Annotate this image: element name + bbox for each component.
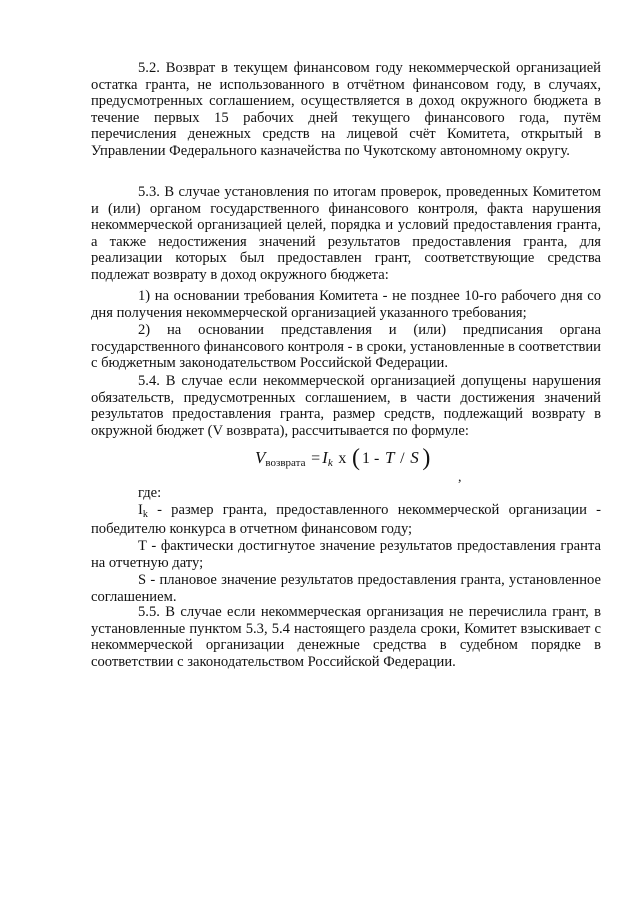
section-5-2: 5.2. Возврат в текущем финансовом году некоммерческой организацией остатка гранта, не использованного в отчётном финансовом году, в случаях, предусмотренных соглашением, осуществляется в доход окружного бюджета в течение первых 15 рабочих дней текущего финансового года, путём перечисления денежных средств на лицевой счёт Комитета, открытый в Управлении Федерального казначейства по Чукотскому автономному округу.: [91, 60, 601, 159]
formula-equals: =: [311, 450, 321, 467]
formula-v: V: [255, 448, 266, 467]
formula-comma: ,: [458, 470, 462, 485]
formula-t: T: [385, 448, 395, 467]
definition-s: S - плановое значение результатов предоставления гранта, установленное соглашением.: [91, 572, 601, 605]
formula-slash: /: [400, 450, 405, 467]
formula-left-paren: (: [352, 445, 361, 471]
section-5-3-item-2: 2) на основании представления и (или) предписания органа государственного финансового контроля - в сроки, установленные в соответствии с бюджетным законодательством Российской Федерации.: [91, 322, 601, 371]
section-5-3: 5.3. В случае установления по итогам проверок, проведенных Комитетом и (или) органом государственного финансового контроля, факта нарушения некоммерческой организацией целей, порядка и условий предоставления гранта, а также недостижения значений результатов предоставления гранта, для реализации которых был предоставлен грант, соответствующие средства подлежат возврату в доход окружного бюджета:: [91, 184, 601, 283]
section-5-4: 5.4. В случае если некоммерческой организацией допущены нарушения обязательств, предусмотренных соглашением, в части достижения значений результатов предоставления гранта, размер средств, подлежащий возврату в окружной бюджет (V возврата), рассчитывается по формуле:: [91, 373, 601, 439]
formula-one-minus: 1 -: [362, 450, 380, 467]
definition-t: T - фактически достигнутое значение результатов предоставления гранта на отчетную дату;: [91, 538, 601, 571]
section-5-3-item-1: 1) на основании требования Комитета - не позднее 10-го рабочего дня со дня получения некоммерческой организацией указанного требования;: [91, 288, 601, 321]
formula-right-paren: ): [422, 445, 431, 471]
formula-times: x: [338, 450, 347, 467]
section-5-5: 5.5. В случае если некоммерческая организация не перечислила грант, в установленные пунктом 5.3, 5.4 настоящего раздела сроки, Комитет взыскивает с некоммерческой организации денежные средства в судебном порядке в соответствии с законодательством Российской Федерации.: [91, 604, 601, 670]
return-formula: [255, 445, 431, 476]
ik-symbol: I: [138, 502, 143, 518]
where-label: где:: [138, 485, 162, 501]
formula-s: S: [410, 448, 419, 467]
formula-i-subscript: k: [327, 457, 333, 469]
ik-text: - размер гранта, предоставленного некоммерческой организации - победителю конкурса в отчетном финансовом году;: [91, 502, 601, 537]
ik-subscript: k: [142, 509, 148, 520]
formula-i: I: [322, 448, 328, 467]
definition-ik: [91, 502, 601, 537]
formula-v-subscript: возврата: [265, 457, 306, 469]
